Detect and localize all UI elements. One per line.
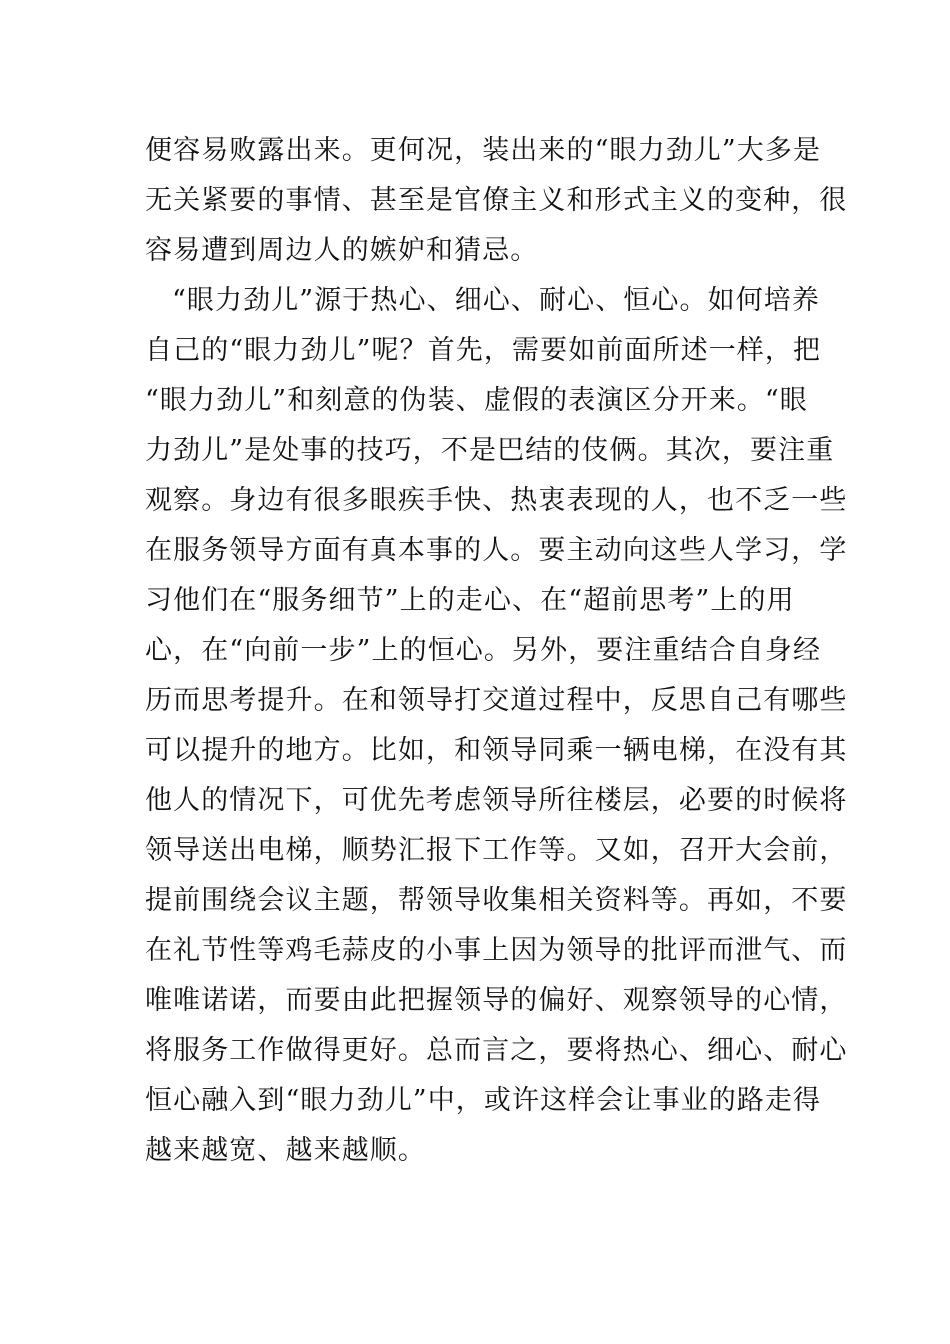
- text-line: 心，在“向前一步”上的恒心。另外，要注重结合自身经: [145, 635, 822, 666]
- text-line: 无关紧要的事情、甚至是官僚主义和形式主义的变种，很: [145, 185, 848, 216]
- text-line: 在礼节性等鸡毛蒜皮的小事上因为领导的批评而泄气、而: [145, 935, 848, 966]
- text-line: 恒心融入到“眼力劲儿”中，或许这样会让事业的路走得: [145, 1085, 822, 1116]
- text-line: 观察。身边有很多眼疾手快、热衷表现的人，也不乏一些: [145, 485, 848, 516]
- paragraph-2: [145, 276, 848, 1176]
- text-line: 可以提升的地方。比如，和领导同乘一辆电梯，在没有其: [145, 735, 848, 766]
- paragraph-1: [145, 126, 848, 276]
- text-line: 领导送出电梯，顺势汇报下工作等。又如，召开大会前，: [145, 835, 848, 866]
- text-line: 在服务领导方面有真本事的人。要主动向这些人学习，学: [145, 535, 848, 566]
- text-line: 将服务工作做得更好。总而言之，要将热心、细心、耐心: [145, 1035, 848, 1066]
- text-line: 历而思考提升。在和领导打交道过程中，反思自己有哪些: [145, 685, 848, 716]
- text-line: 他人的情况下，可优先考虑领导所往楼层，必要的时候将: [145, 785, 848, 816]
- text-line: 越来越宽、越来越顺。: [145, 1135, 426, 1166]
- text-line: 便容易败露出来。更何况，装出来的“眼力劲儿”大多是: [145, 135, 822, 166]
- text-line: 提前围绕会议主题，帮领导收集相关资料等。再如，不要: [145, 885, 848, 916]
- text-line: “眼力劲儿”和刻意的伪装、虚假的表演区分开来。“眼: [145, 385, 808, 416]
- text-line: 唯唯诺诺，而要由此把握领导的偏好、观察领导的心情，: [145, 985, 848, 1016]
- text-line: “眼力劲儿”源于热心、细心、耐心、恒心。如何培养: [172, 285, 821, 316]
- text-line: 力劲儿”是处事的技巧，不是巴结的伎俩。其次，要注重: [145, 435, 835, 466]
- text-line: 自己的“眼力劲儿”呢？首先，需要如前面所述一样，把: [145, 335, 822, 366]
- text-line: 习他们在“服务细节”上的走心、在“超前思考”上的用: [145, 585, 795, 616]
- text-line: 容易遭到周边人的嫉妒和猜忌。: [145, 235, 539, 266]
- body-text: [145, 126, 848, 1176]
